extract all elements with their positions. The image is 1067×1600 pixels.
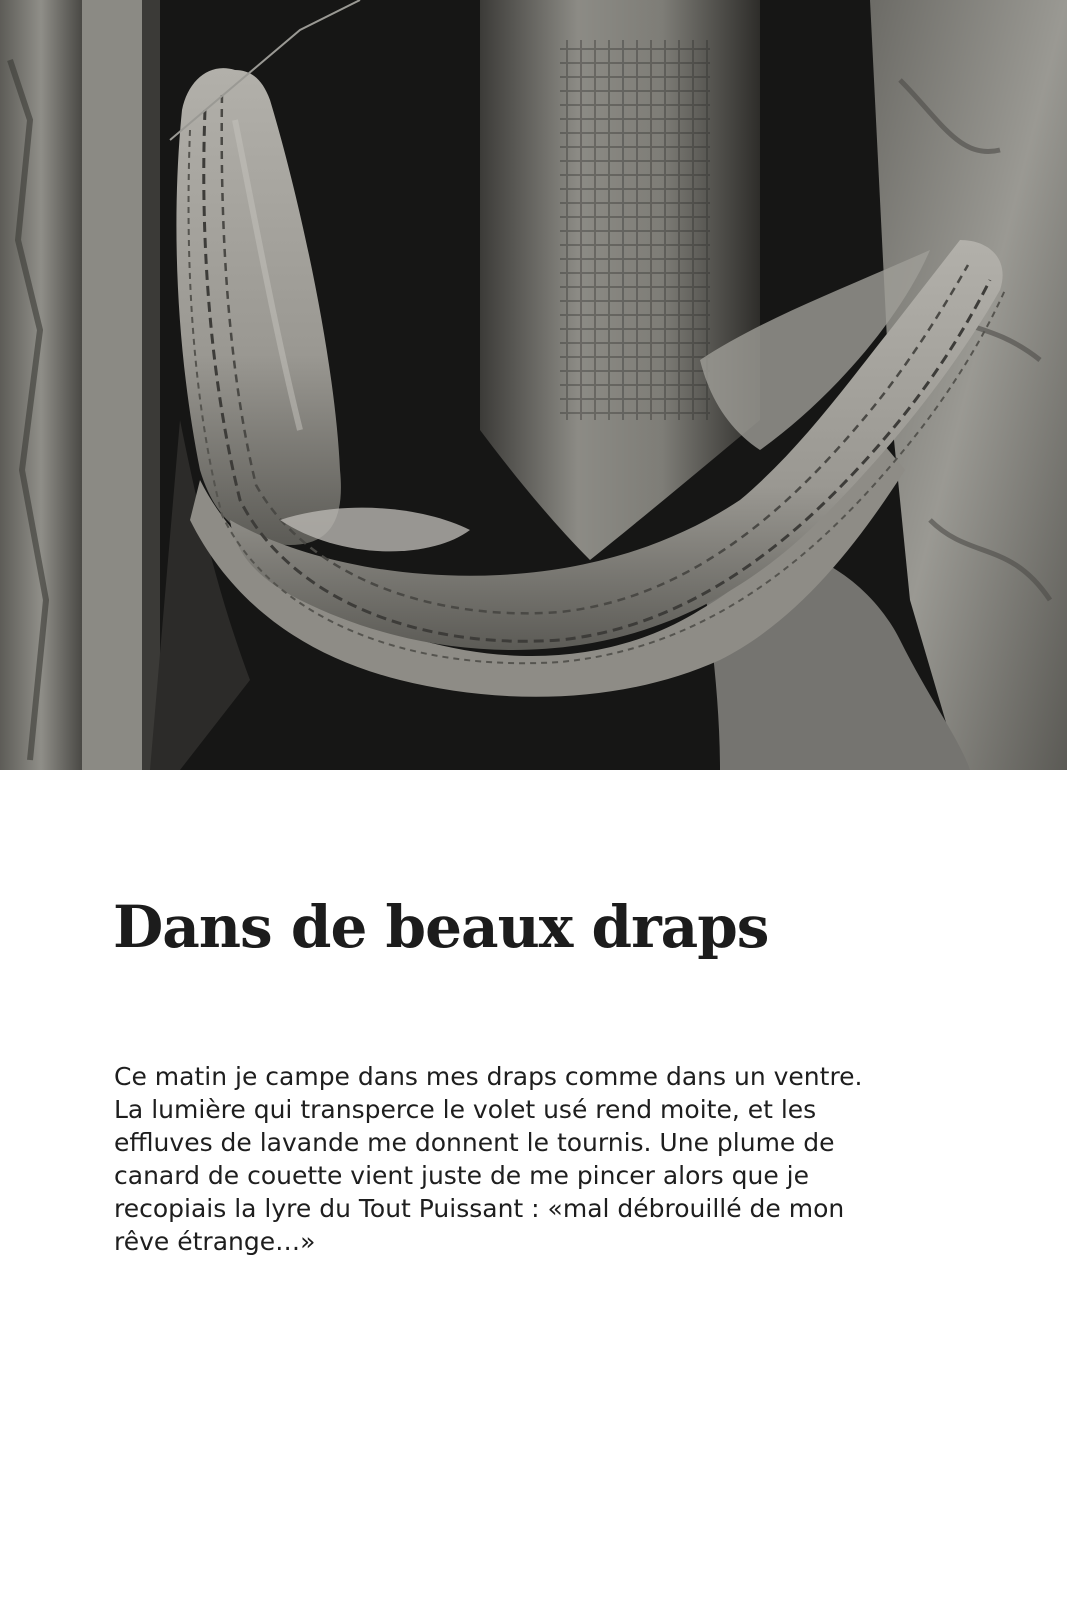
body-line: Ce matin je campe dans mes draps comme dans un ventre.: [114, 1062, 863, 1091]
article-body: [114, 1060, 954, 1258]
body-line: canard de couette vient juste de me pincer alors que je: [114, 1161, 810, 1190]
body-line: rêve étrange…»: [114, 1227, 316, 1256]
hero-photo: [0, 0, 1067, 770]
body-line: effluves de lavande me donnent le tournis. Une plume de: [114, 1128, 835, 1157]
quilted-mattress-photo: [0, 0, 1067, 770]
body-line: La lumière qui transperce le volet usé rend moite, et les: [114, 1095, 817, 1124]
body-line: recopiais la lyre du Tout Puissant : «mal débrouillé de mon: [114, 1194, 845, 1223]
article-title: Dans de beaux draps: [113, 893, 769, 961]
